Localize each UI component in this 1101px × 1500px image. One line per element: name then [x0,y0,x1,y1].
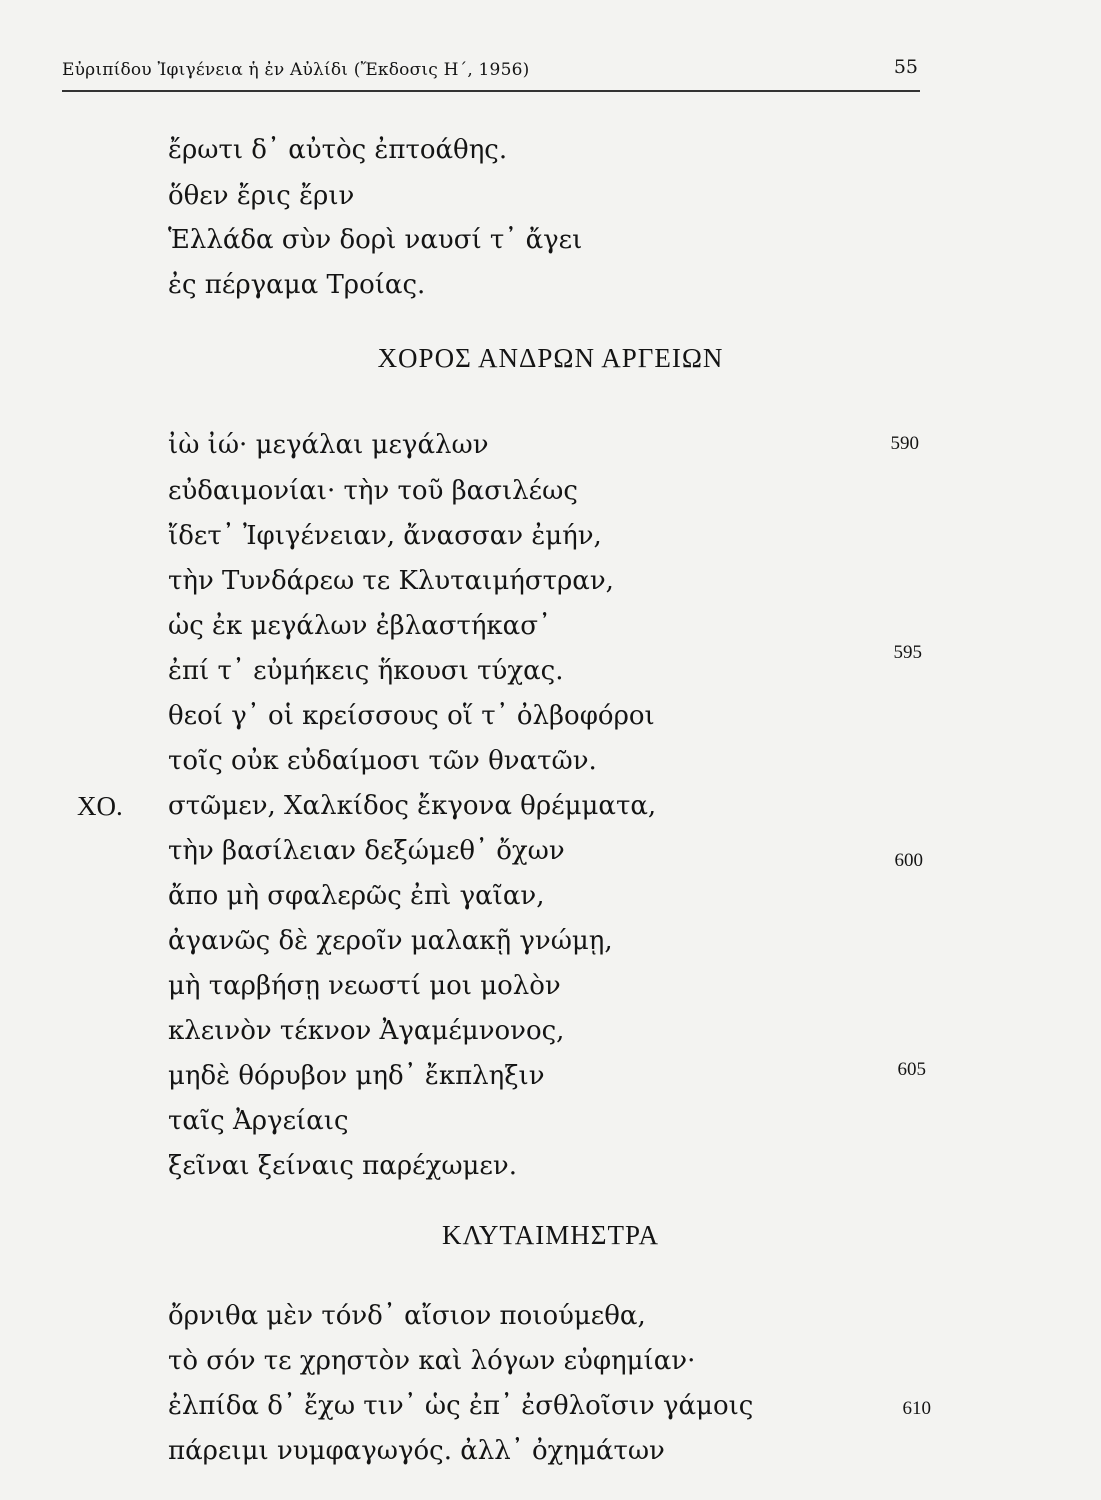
verse-line: πάρειμι νυμφαγωγός. ἀλλ᾿ ὀχημάτων [168,1436,665,1466]
line-number: 610 [902,1398,931,1419]
verse-line: θεοί γ᾿ οἱ κρείσσους οἵ τ᾿ ὀλβοφόροι [168,701,655,731]
line-number: 590 [890,433,919,454]
verse-line: ἔρωτι δ᾿ αὐτὸς ἐπτοάθης. [168,135,508,165]
verse-line: ἴδετ᾿ Ἰφιγένειαν, ἄνασσαν ἐμήν, [168,521,602,551]
verse-line: ἀγανῶς δὲ χεροῖν μαλακῇ γνώμῃ, [168,926,613,956]
verse-line: τὸ σόν τε χρηστὸν καὶ λόγων εὐφημίαν· [168,1346,696,1376]
running-header [62,56,920,92]
verse-line: ὡς ἐκ μεγάλων ἐβλαστήκασ᾿ [168,611,551,641]
verse-line: κλεινὸν τέκνον Ἀγαμέμνονος, [168,1016,565,1046]
line-number: 600 [894,850,923,871]
verse-line: ξεῖναι ξείναις παρέχωμεν. [168,1151,517,1181]
speaker-label: ΧΟ. [77,791,123,821]
verse-line: ἰὼ ἰώ· μεγάλαι μεγάλων [168,430,489,460]
verse-line: στῶμεν, Χαλκίδος ἔκγονα θρέμματα, [168,791,657,821]
verse-line: ἐς πέργαμα Τροίας. [168,270,426,300]
speaker-heading: ΧΟΡΟΣ ΑΝΔΡΩΝ ΑΡΓΕΙΩΝ [377,343,724,373]
verse-line: τὴν Τυνδάρεω τε Κλυταιμήστραν, [168,566,614,596]
speaker-heading: ΚΛΥΤΑΙΜΗΣΤΡΑ [441,1220,660,1250]
verse-line: ταῖς Ἀργείαις [168,1106,349,1136]
verse-line: ἄπο μὴ σφαλερῶς ἐπὶ γαῖαν, [168,881,545,911]
verse-line: εὐδαιμονίαι· τὴν τοῦ βασιλέως [168,476,578,506]
line-number: 595 [893,642,922,663]
line-number: 605 [897,1059,926,1080]
verse-line: ἐλπίδα δ᾿ ἔχω τιν᾿ ὡς ἐπ᾿ ἐσθλοῖσιν γάμοις [168,1391,754,1421]
verse-line: τοῖς οὐκ εὐδαίμοσι τῶν θνατῶν. [168,746,597,776]
verse-line: μηδὲ θόρυβον μηδ᾿ ἔκπληξιν [168,1061,545,1091]
verse-line: τὴν βασίλειαν δεξώμεθ᾿ ὄχων [168,836,565,866]
header-title: Εὐριπίδου Ἰφιγένεια ἡ ἐν Αὐλίδι (Ἔκδοσις Η΄, 1956) [62,60,530,80]
verse-line: Ἑλλάδα σὺν δορὶ ναυσί τ᾿ ἄγει [168,225,583,255]
verse-line: ὅθεν ἔρις ἔριν [168,181,355,211]
verse-line: ἐπί τ᾿ εὐμήκεις ἥκουσι τύχας. [168,656,564,686]
page-number: 55 [893,56,918,78]
verse-line: μὴ ταρβήσῃ νεωστί μοι μολὸν [168,971,561,1001]
verse-line: ὄρνιθα μὲν τόνδ᾿ αἴσιον ποιούμεθα, [168,1301,646,1331]
